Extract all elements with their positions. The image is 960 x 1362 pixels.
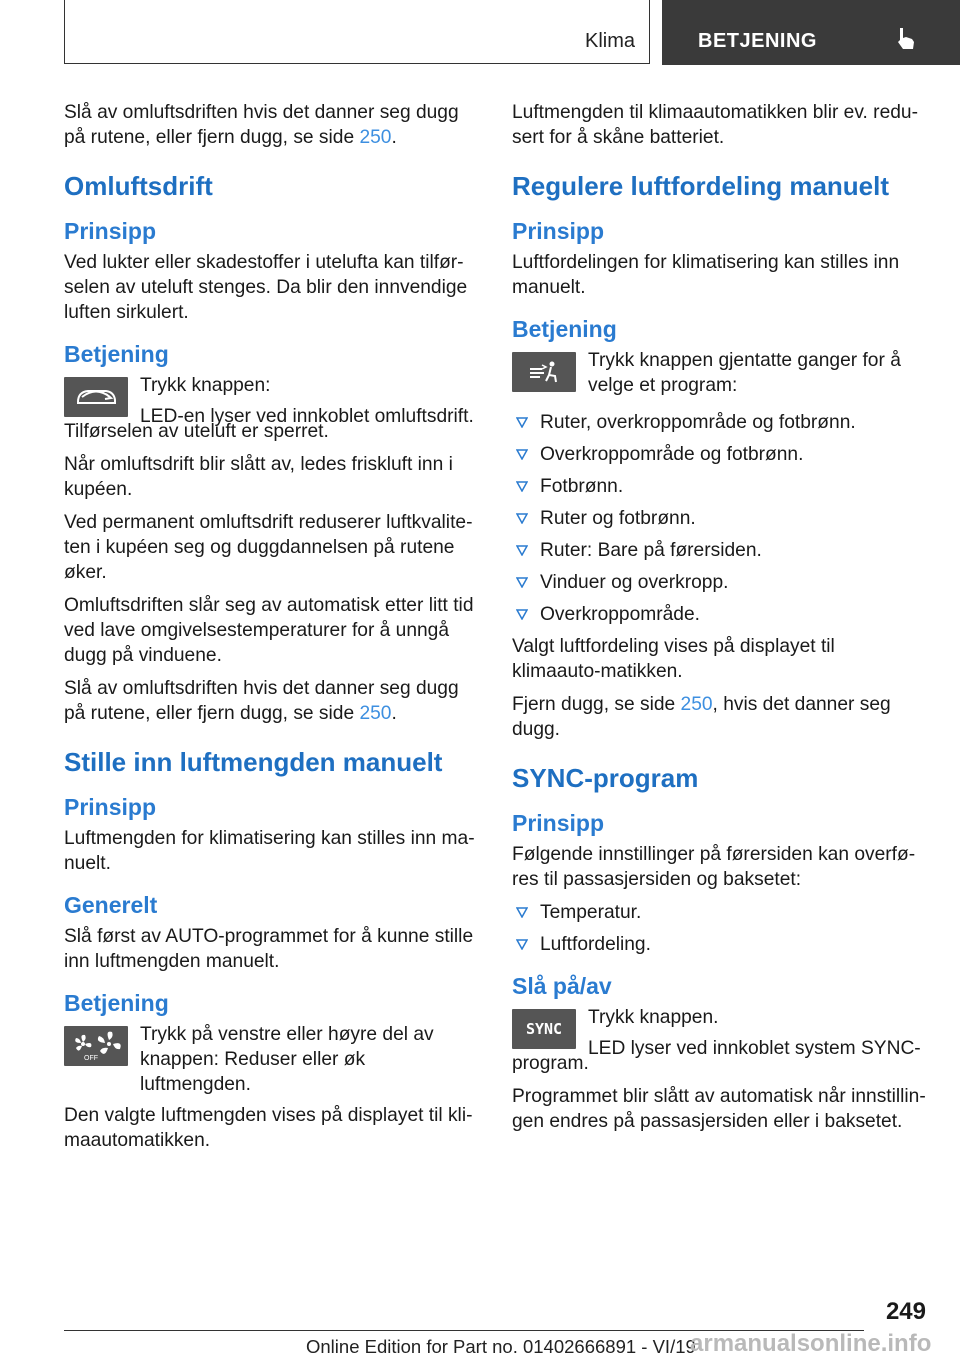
subheading: Betjening: [512, 316, 617, 342]
paragraph: Programmet blir slått av automatisk når innstillin-gen endres på passasjersiden eller i baksetet.: [512, 1086, 926, 1132]
program-list: [512, 410, 926, 627]
subheading: Generelt: [64, 892, 158, 918]
sync-list: [512, 900, 926, 957]
intro-paragraph: Slå av omluftsdriften hvis det danner seg dugg på rutene, eller fjern dugg, se side 250.: [64, 102, 459, 148]
left-column: [64, 100, 478, 1161]
button-instruction: Trykk knappen: LED-en lyser ved innkoblet omluftsdrift.: [64, 373, 478, 445]
subheading: Slå på/av: [512, 973, 612, 999]
page-number: 249: [885, 1298, 926, 1325]
page-link[interactable]: 250: [359, 703, 392, 724]
paragraph: Slå først av AUTO-programmet for å kunne stille inn luftmengden manuelt.: [64, 926, 474, 972]
page-header: [64, 0, 960, 64]
section-title: BETJENING: [698, 30, 817, 52]
subheading: Prinsipp: [512, 218, 605, 244]
pointing-hand-icon: [894, 26, 916, 52]
button-instruction: SYNC Trykk knappen. LED lyser ved innkoblet system SYNC-: [512, 1005, 926, 1077]
triangle-bullet-icon: [516, 608, 528, 620]
page-link[interactable]: 250: [680, 694, 713, 715]
paragraph: Når omluftsdrift blir slått av, ledes friskluft inn i kupéen.: [64, 454, 453, 500]
section-heading: Omluftsdrift: [64, 171, 213, 201]
svg-text:OFF: OFF: [84, 1055, 98, 1062]
watermark: armanualsonline.info: [690, 1330, 932, 1357]
chapter-tab: [64, 0, 650, 64]
intro-paragraph: Luftmengden til klimaautomatikken blir ev. redu-sert for å skåne batteriet.: [512, 102, 918, 148]
triangle-bullet-icon: [516, 544, 528, 556]
list-item: Overkroppområde.: [512, 602, 926, 627]
triangle-bullet-icon: [516, 416, 528, 428]
right-column: [512, 100, 926, 1142]
triangle-bullet-icon: [516, 512, 528, 524]
section-heading: Regulere luftfordeling manuelt: [512, 171, 890, 201]
paragraph: Tilførselen av uteluft er sperret.: [64, 421, 329, 442]
section-tab: [662, 0, 960, 65]
paragraph: Den valgte luftmengden vises på displayet til kli-maautomatikken.: [64, 1105, 473, 1151]
subheading: Prinsipp: [64, 218, 157, 244]
sync-button-icon: [512, 1009, 576, 1049]
list-item: Ruter og fotbrønn.: [512, 506, 926, 531]
list-item: Temperatur.: [512, 900, 926, 925]
recirculation-button-icon: [64, 377, 128, 417]
paragraph: Omluftsdriften slår seg av automatisk etter litt tid ved lave omgivelsestemperaturer for å unngå dugg på vinduene.: [64, 595, 474, 666]
sync-button-label: SYNC: [525, 1020, 563, 1038]
list-item: Ruter: Bare på førersiden.: [512, 538, 926, 563]
paragraph: Luftfordelingen for klimatisering kan stilles inn manuelt.: [512, 252, 900, 298]
subheading: Prinsipp: [64, 794, 157, 820]
paragraph: Ved permanent omluftsdrift reduserer luftkvalite-ten i kupéen seg og duggdannelsen på rutene øker.: [64, 512, 473, 583]
list-item: Vinduer og overkropp.: [512, 570, 926, 595]
triangle-bullet-icon: [516, 480, 528, 492]
list-item: Fotbrønn.: [512, 474, 926, 499]
edition-note: Online Edition for Part no. 01402666891 - VI/19: [306, 1336, 696, 1357]
chapter-title: Klima: [584, 30, 635, 52]
subheading: Prinsipp: [512, 810, 605, 836]
subheading: Betjening: [64, 341, 169, 367]
section-heading: Stille inn luftmengden manuelt: [64, 747, 443, 777]
fan-button-icon: [64, 1026, 128, 1066]
triangle-bullet-icon: [516, 938, 528, 950]
paragraph: Slå av omluftsdriften hvis det danner seg dugg på rutene, eller fjern dugg, se side 250.: [64, 678, 459, 724]
paragraph: Luftmengden for klimatisering kan stilles inn ma-nuelt.: [64, 828, 475, 874]
subheading: Betjening: [64, 990, 169, 1016]
paragraph: Ved lukter eller skadestoffer i utelufta kan tilfør-selen av uteluft stenges. Da blir den innvendige luften sirkulert.: [64, 252, 468, 323]
air-distribution-button-icon: [512, 352, 576, 392]
triangle-bullet-icon: [516, 448, 528, 460]
paragraph: program.: [512, 1053, 589, 1074]
paragraph: Valgt luftfordeling vises på displayet til klimaauto-matikken.: [512, 636, 835, 682]
triangle-bullet-icon: [516, 906, 528, 918]
paragraph: Fjern dugg, se side 250, hvis det danner seg dugg.: [512, 694, 891, 740]
list-item: Ruter, overkroppområde og fotbrønn.: [512, 410, 926, 435]
page-link[interactable]: 250: [359, 127, 392, 148]
list-item: Overkroppområde og fotbrønn.: [512, 442, 926, 467]
list-item: Luftfordeling.: [512, 932, 926, 957]
button-instruction: Trykk knappen gjentatte ganger for å velge et program:: [512, 348, 926, 420]
section-heading: SYNC-program: [512, 763, 699, 793]
paragraph: Følgende innstillinger på førersiden kan overfø-res til passasjersiden og baksetet:: [512, 844, 916, 890]
triangle-bullet-icon: [516, 576, 528, 588]
button-instruction: OFF Trykk på venstre eller høyre del av knappen: Reduser eller øk luftmengden.: [64, 1022, 478, 1097]
